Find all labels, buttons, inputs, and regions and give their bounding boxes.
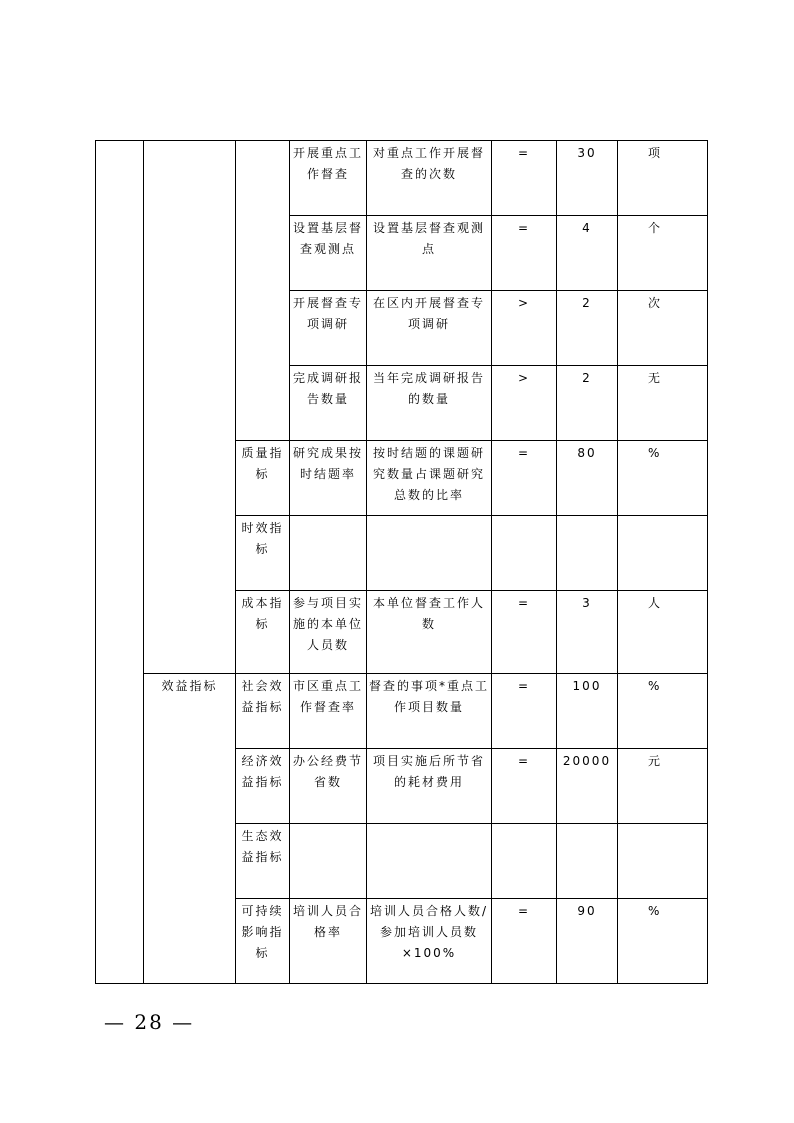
indicator-unit: 次	[618, 291, 708, 366]
indicator-operator: =	[492, 749, 557, 824]
page-number: — 28 —	[104, 1010, 195, 1034]
indicator-operator	[492, 516, 557, 591]
indicator-operator: =	[492, 441, 557, 516]
level2-effect-label: 效益指标	[144, 674, 236, 984]
indicator-value	[557, 824, 618, 899]
indicator-operator: =	[492, 899, 557, 984]
level3-quantity-cell	[236, 141, 290, 441]
level3-indicator-label: 时效指标	[236, 516, 290, 591]
indicator-operator: >	[492, 366, 557, 441]
indicator-unit	[618, 824, 708, 899]
indicator-value: 4	[557, 216, 618, 291]
indicator-operator	[492, 824, 557, 899]
indicator-unit: 个	[618, 216, 708, 291]
indicator-name: 开展重点工作督查	[290, 141, 367, 216]
indicator-unit: 元	[618, 749, 708, 824]
level3-indicator-label: 质量指标	[236, 441, 290, 516]
indicator-name: 市区重点工作督查率	[290, 674, 367, 749]
indicator-value: 2	[557, 291, 618, 366]
indicator-value: 90	[557, 899, 618, 984]
indicator-operator: =	[492, 141, 557, 216]
indicator-description: 设置基层督查观测点	[367, 216, 492, 291]
level2-output-cell	[144, 141, 236, 674]
indicator-description: 对重点工作开展督查的次数	[367, 141, 492, 216]
indicator-name	[290, 516, 367, 591]
indicator-unit: %	[618, 899, 708, 984]
level3-indicator-label: 成本指标	[236, 591, 290, 674]
indicator-description	[367, 824, 492, 899]
indicator-unit: %	[618, 441, 708, 516]
indicator-value: 3	[557, 591, 618, 674]
level3-indicator-label: 生态效益指标	[236, 824, 290, 899]
indicator-operator: =	[492, 591, 557, 674]
indicator-operator: >	[492, 291, 557, 366]
indicator-operator: =	[492, 216, 557, 291]
table-row	[96, 141, 708, 216]
indicator-name: 培训人员合格率	[290, 899, 367, 984]
level1-indicator-cell	[96, 141, 144, 984]
level3-indicator-label: 可持续影响指标	[236, 899, 290, 984]
indicator-operator: =	[492, 674, 557, 749]
indicator-unit	[618, 516, 708, 591]
indicator-name: 参与项目实施的本单位人员数	[290, 591, 367, 674]
indicator-value: 30	[557, 141, 618, 216]
indicator-description: 在区内开展督查专项调研	[367, 291, 492, 366]
indicator-value	[557, 516, 618, 591]
indicator-value: 2	[557, 366, 618, 441]
table-row	[96, 674, 708, 749]
indicator-description: 项目实施后所节省的耗材费用	[367, 749, 492, 824]
indicator-description	[367, 516, 492, 591]
indicator-name: 完成调研报告数量	[290, 366, 367, 441]
indicator-unit: 项	[618, 141, 708, 216]
indicator-name: 办公经费节省数	[290, 749, 367, 824]
indicator-unit: 人	[618, 591, 708, 674]
indicator-unit: %	[618, 674, 708, 749]
indicator-description: 培训人员合格人数/参加培训人员数×100%	[367, 899, 492, 984]
indicator-value: 80	[557, 441, 618, 516]
indicator-name: 开展督查专项调研	[290, 291, 367, 366]
indicator-description: 督查的事项*重点工作项目数量	[367, 674, 492, 749]
indicator-name: 设置基层督查观测点	[290, 216, 367, 291]
performance-indicator-table	[95, 140, 708, 984]
indicator-description: 本单位督查工作人数	[367, 591, 492, 674]
level3-indicator-label: 经济效益指标	[236, 749, 290, 824]
indicator-unit: 无	[618, 366, 708, 441]
level3-indicator-label: 社会效益指标	[236, 674, 290, 749]
indicator-value: 20000	[557, 749, 618, 824]
indicator-description: 当年完成调研报告的数量	[367, 366, 492, 441]
indicator-name	[290, 824, 367, 899]
indicator-value: 100	[557, 674, 618, 749]
indicator-name: 研究成果按时结题率	[290, 441, 367, 516]
indicator-description: 按时结题的课题研究数量占课题研究总数的比率	[367, 441, 492, 516]
